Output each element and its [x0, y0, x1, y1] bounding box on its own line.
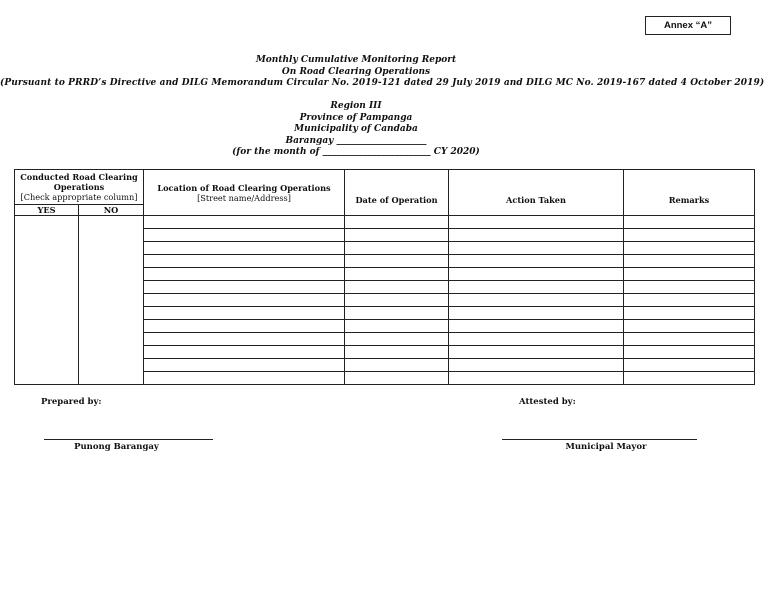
prepared-signature-line — [44, 439, 213, 440]
action-cell[interactable] — [449, 346, 624, 359]
action-header: Action Taken — [449, 170, 624, 216]
conducted-header — [15, 170, 144, 205]
report-subtitle: On Road Clearing Operations — [281, 66, 431, 77]
date-cell[interactable] — [345, 372, 449, 385]
conducted-header-label: Conducted Road Clearing Operations — [20, 172, 138, 192]
remarks-cell[interactable] — [624, 320, 755, 333]
remarks-cell[interactable] — [624, 346, 755, 359]
location-cell[interactable] — [144, 281, 345, 294]
location-cell[interactable] — [144, 216, 345, 229]
conducted-header-note: [Check appropriate column] — [20, 192, 138, 202]
yes-header: YES — [15, 205, 79, 216]
action-cell[interactable] — [449, 294, 624, 307]
location-header-label: Location of Road Clearing Operations — [157, 182, 331, 193]
date-cell[interactable] — [345, 216, 449, 229]
table-row — [15, 216, 755, 229]
prepared-by-label: Prepared by: — [41, 397, 102, 407]
remarks-cell[interactable] — [624, 294, 755, 307]
report-basis: (Pursuant to PRRD’s Directive and DILG Memorandum Circular No. 2019-121 dated 29 July 2019 and DILG MC No. 2019-167 dated 4 October 2019) — [0, 78, 765, 88]
location-cell[interactable] — [144, 359, 345, 372]
attested-signature-line — [502, 439, 697, 440]
location-cell[interactable] — [144, 346, 345, 359]
remarks-cell[interactable] — [624, 333, 755, 346]
remarks-cell[interactable] — [624, 216, 755, 229]
date-cell[interactable] — [345, 294, 449, 307]
no-cell[interactable] — [79, 216, 144, 385]
remarks-cell[interactable] — [624, 242, 755, 255]
location-cell[interactable] — [144, 255, 345, 268]
month-field: (for the month of ________________________ CY 2020) — [232, 147, 480, 157]
action-cell[interactable] — [449, 255, 624, 268]
barangay-field: Barangay ____________________ — [285, 135, 427, 146]
date-cell[interactable] — [345, 333, 449, 346]
date-cell[interactable] — [345, 307, 449, 320]
date-cell[interactable] — [345, 242, 449, 255]
location-cell[interactable] — [144, 307, 345, 320]
attested-title: Municipal Mayor — [565, 442, 647, 452]
location-cell[interactable] — [144, 320, 345, 333]
action-cell[interactable] — [449, 333, 624, 346]
date-cell[interactable] — [345, 281, 449, 294]
annex-label: Annex “A” — [645, 16, 731, 35]
remarks-cell[interactable] — [624, 359, 755, 372]
monitoring-table — [14, 169, 755, 385]
region-label: Region III — [330, 101, 382, 111]
action-cell[interactable] — [449, 242, 624, 255]
date-header: Date of Operation — [345, 170, 449, 216]
report-header — [0, 55, 765, 90]
municipality-label: Municipality of Candaba — [294, 124, 418, 134]
province-label: Province of Pampanga — [299, 112, 413, 123]
action-cell[interactable] — [449, 359, 624, 372]
remarks-cell[interactable] — [624, 281, 755, 294]
no-header: NO — [79, 205, 144, 216]
action-cell[interactable] — [449, 229, 624, 242]
action-cell[interactable] — [449, 372, 624, 385]
action-cell[interactable] — [449, 216, 624, 229]
date-cell[interactable] — [345, 255, 449, 268]
remarks-cell[interactable] — [624, 372, 755, 385]
yes-cell[interactable] — [15, 216, 79, 385]
date-cell[interactable] — [345, 229, 449, 242]
prepared-title: Punong Barangay — [74, 442, 159, 452]
location-cell[interactable] — [144, 333, 345, 346]
action-cell[interactable] — [449, 268, 624, 281]
remarks-header: Remarks — [624, 170, 755, 216]
action-cell[interactable] — [449, 281, 624, 294]
remarks-cell[interactable] — [624, 307, 755, 320]
location-cell[interactable] — [144, 294, 345, 307]
location-cell[interactable] — [144, 268, 345, 281]
location-header-cell — [144, 170, 345, 216]
remarks-cell[interactable] — [624, 229, 755, 242]
remarks-cell[interactable] — [624, 268, 755, 281]
date-cell[interactable] — [345, 359, 449, 372]
report-title: Monthly Cumulative Monitoring Report — [255, 55, 457, 65]
location-cell[interactable] — [144, 242, 345, 255]
location-cell[interactable] — [144, 372, 345, 385]
remarks-cell[interactable] — [624, 255, 755, 268]
action-cell[interactable] — [449, 307, 624, 320]
location-header — [0, 101, 712, 159]
action-cell[interactable] — [449, 320, 624, 333]
date-cell[interactable] — [345, 346, 449, 359]
date-cell[interactable] — [345, 268, 449, 281]
date-cell[interactable] — [345, 320, 449, 333]
location-header-note: [Street name/Address] — [197, 192, 291, 203]
location-cell[interactable] — [144, 229, 345, 242]
attested-by-label: Attested by: — [519, 397, 576, 407]
